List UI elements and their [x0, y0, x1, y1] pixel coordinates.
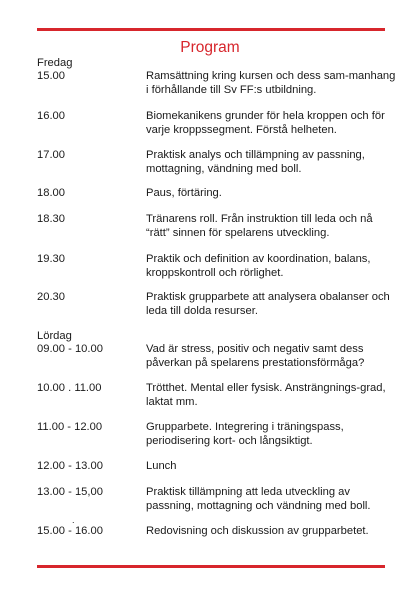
day-heading-fredag: Fredag [37, 57, 73, 69]
schedule-time: 17.00 [37, 149, 65, 161]
stray-dot: . [72, 515, 75, 525]
schedule-description: Praktisk analys och tillämpning av passning, mottagning, vändning med boll. [146, 149, 365, 175]
schedule-description: Trötthet. Mental eller fysisk. Ansträngnings-grad, laktat mm. [146, 382, 386, 408]
schedule-time: 09.00 - 10.00 [37, 343, 103, 355]
schedule-time: 13.00 - 15,00 [37, 486, 103, 498]
schedule-time: 19.30 [37, 253, 65, 265]
schedule-description: Biomekanikens grunder för hela kroppen och för varje kroppssegment. Förstå helheten. [146, 110, 385, 136]
schedule-time: 15.00 - 16.00 [37, 525, 103, 537]
schedule-time: 10.00 . 11.00 [37, 382, 102, 394]
schedule-time: 18.30 [37, 213, 65, 225]
schedule-time: 11.00 - 12.00 [37, 421, 103, 433]
top-red-rule [37, 28, 385, 31]
schedule-description: Paus, förtäring. [146, 187, 222, 199]
schedule-time: 18.00 [37, 187, 65, 199]
schedule-description: Redovisning och diskussion av grupparbetet. [146, 525, 369, 537]
schedule-description: Praktisk grupparbete att analysera obalanser och leda till dolda resurser. [146, 291, 390, 317]
schedule-description: Praktisk tillämpning att leda utveckling av passning, mottagning och vändning med boll. [146, 486, 371, 512]
schedule-description: Vad är stress, positiv och negativ samt dess påverkan på spelarens prestationsförmåga? [146, 343, 365, 369]
schedule-description: Ramsättning kring kursen och dess sam-manhang i förhållande till Sv FF:s utbildning. [146, 70, 396, 96]
page-title: Program [180, 39, 240, 56]
schedule-time: 12.00 - 13.00 [37, 460, 103, 472]
schedule-time: 20.30 [37, 291, 65, 303]
schedule-description: Grupparbete. Integrering i träningspass, periodisering kort- och långsiktigt. [146, 421, 344, 447]
schedule-time: 15.00 [37, 70, 65, 82]
bottom-red-rule [37, 565, 385, 568]
day-heading-lordag: Lördag [37, 330, 72, 342]
schedule-description: Lunch [146, 460, 177, 472]
schedule-description: Tränarens roll. Från instruktion till leda och nå “rätt” sinnen för spelarens utveckling. [146, 213, 373, 239]
schedule-time: 16.00 [37, 110, 65, 122]
schedule-description: Praktik och definition av koordination, balans, kroppskontroll och rörlighet. [146, 253, 371, 279]
